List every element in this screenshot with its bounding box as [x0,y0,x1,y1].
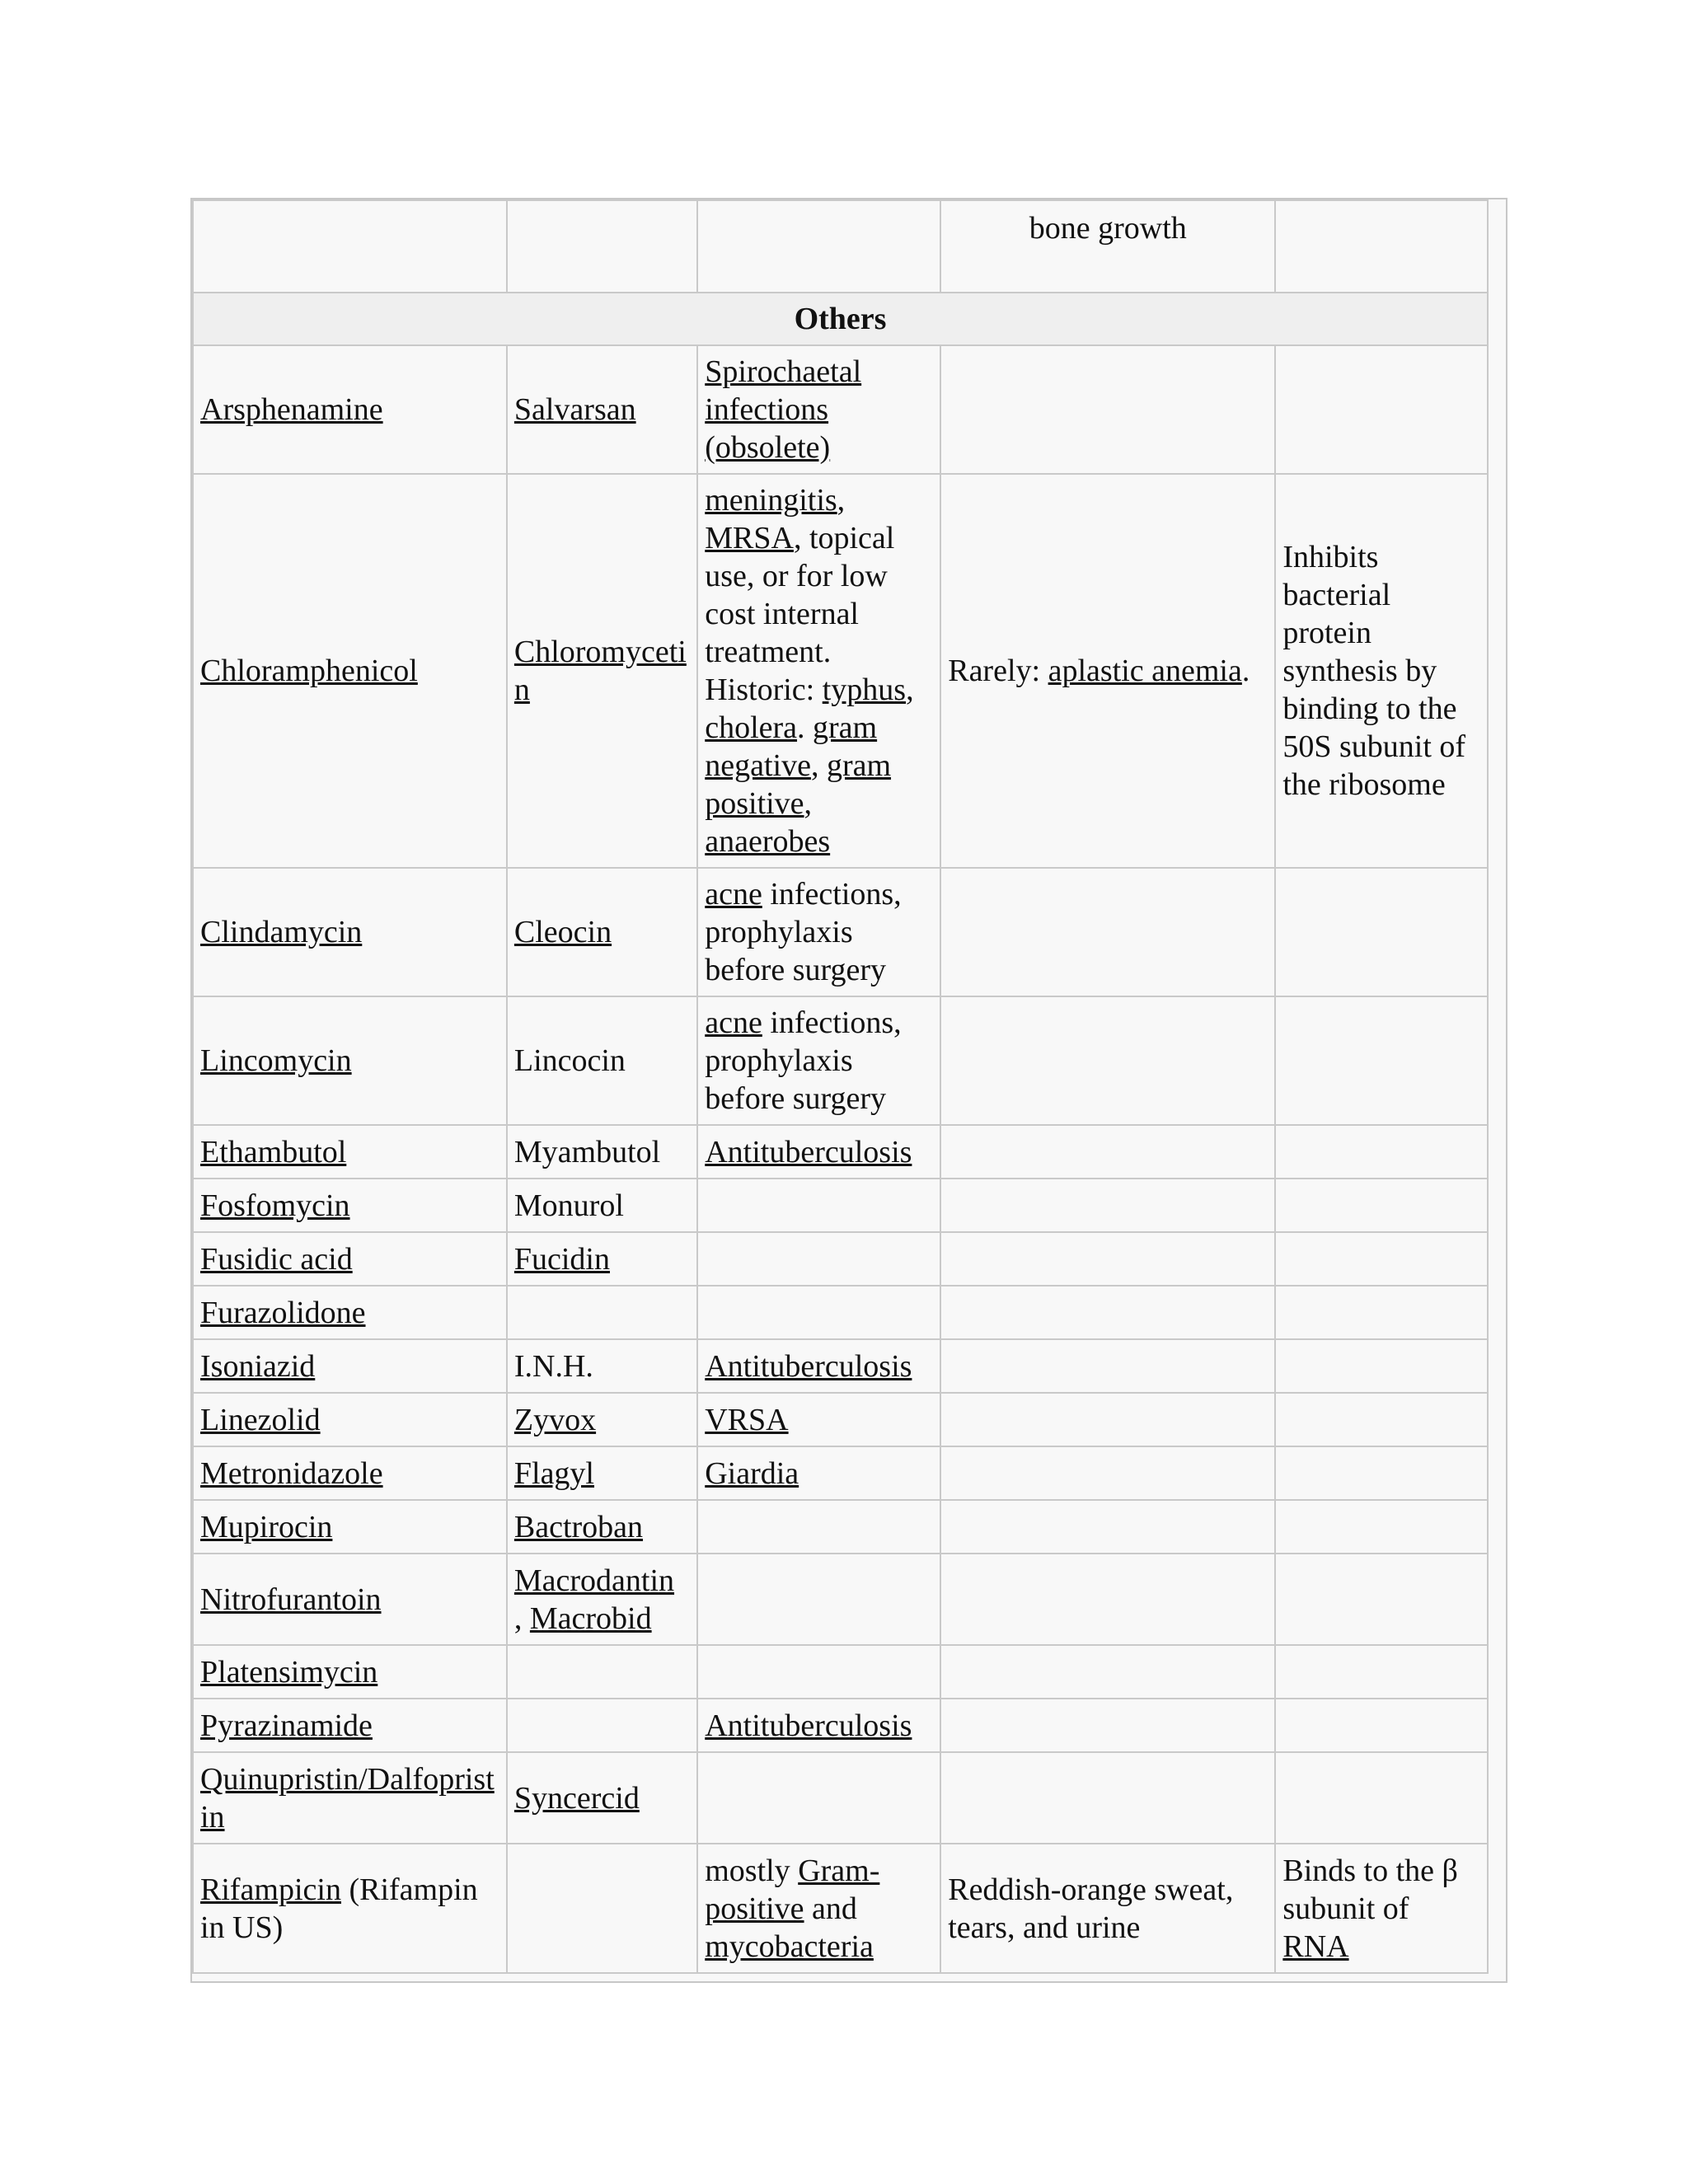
table-row [193,996,1488,1125]
brand-name [507,474,697,868]
brand-name [507,1232,697,1286]
use-link[interactable]: Spirochaetal infections (obsolete) [705,354,862,465]
use-link[interactable]: Antituberculosis [705,1348,912,1384]
brand-name [507,1446,697,1500]
drug-link[interactable]: Quinupristin/Dalfopristin [200,1761,495,1835]
common-uses [697,345,940,474]
drug-link[interactable]: Lincomycin [200,1043,352,1078]
common-uses [697,1339,940,1393]
table-row [193,200,1488,293]
brand-name: Lincocin [507,996,697,1125]
drug-link[interactable]: Platensimycin [200,1654,378,1690]
drug-link[interactable]: Nitrofurantoin [200,1582,382,1617]
drug-link[interactable]: Mupirocin [200,1509,333,1544]
use-link[interactable]: Gram-positive [705,1853,880,1926]
drug-name [193,1339,507,1393]
common-uses [697,1446,940,1500]
side-effect-link[interactable]: aplastic anemia [1048,654,1242,688]
drug-link[interactable]: Clindamycin [200,915,363,949]
brand-link[interactable]: Syncercid [513,1780,640,1816]
drug-name [193,345,507,474]
common-uses [697,1699,940,1752]
brand-name [507,1752,697,1844]
drug-name [193,1645,507,1699]
use-link[interactable]: meningitis [705,483,837,518]
common-uses: acne infections, prophylaxis before surgery [697,996,940,1125]
table-row [193,1554,1488,1645]
drug-name [193,1554,507,1645]
mechanism [1275,996,1488,1125]
use-link[interactable]: Antituberculosis [705,1708,912,1743]
common-uses [697,1125,940,1179]
drug-name [193,1393,507,1446]
brand-link[interactable]: Fucidin [513,1241,610,1277]
drug-link[interactable]: Furazolidone [200,1295,366,1330]
brand-name: I.N.H. [507,1339,697,1393]
side-effects [940,868,1275,996]
drug-name [193,1179,507,1232]
brand-link[interactable]: Zyvox [513,1402,597,1437]
mechanism: Inhibits bacterial protein synthesis by binding to the 50S subunit of the ribosome [1275,474,1488,868]
use-link[interactable]: Giardia [705,1455,799,1491]
use-link[interactable]: Antituberculosis [705,1134,912,1169]
brand-name: Macrodantin , Macrobid [507,1554,697,1645]
brand-name: Myambutol [507,1125,697,1179]
table-row [193,474,1488,868]
common-uses: acne infections, prophylaxis before surgery [697,868,940,996]
brand-name [507,1500,697,1554]
drug-name: Rifampicin (Rifampin in US) [193,1844,507,1973]
drug-link[interactable]: Ethambutol [200,1134,347,1169]
use-link[interactable]: cholera [705,710,798,745]
use-link[interactable]: acne [705,1005,762,1040]
use-link[interactable]: anaerobes [705,824,831,859]
section-title: Others [193,293,1488,345]
drug-name [193,1752,507,1844]
brand-name [507,1393,697,1446]
table-row [193,1286,1488,1339]
side-effects [940,345,1275,474]
side-effects [940,996,1275,1125]
table-row [193,1232,1488,1286]
side-effects: Reddish-orange sweat, tears, and urine [940,1844,1275,1973]
use-link[interactable]: gram negative [705,710,878,783]
table-row [193,1699,1488,1752]
mechanism: Binds to the β subunit of RNA [1275,1844,1488,1973]
drug-link[interactable]: Fosfomycin [200,1188,350,1223]
drug-name [193,1232,507,1286]
table-row [193,1179,1488,1232]
cell-side-effects: bone growth [940,200,1275,293]
table-row [193,1752,1488,1844]
table-row [193,868,1488,996]
drug-name [193,868,507,996]
drug-link[interactable]: Metronidazole [200,1455,383,1491]
brand-link[interactable]: Salvarsan [513,392,636,427]
use-link[interactable]: VRSA [705,1402,789,1437]
mechanism-link[interactable]: RNA [1282,1929,1349,1964]
brand-link[interactable]: Cleocin [513,915,612,949]
common-uses: meningitis, MRSA, topical use, or for low cost internal treatment. Historic: typhus, cholera. gram negative, gram positive, anaerobes [697,474,940,868]
use-link[interactable]: acne [705,877,762,912]
table-row [193,1339,1488,1393]
drug-link[interactable]: Isoniazid [200,1348,316,1384]
table-row [193,1446,1488,1500]
brand-name [507,345,697,474]
side-effects: Rarely: aplastic anemia. [940,474,1275,868]
common-uses [697,1393,940,1446]
table-divider [1487,1391,1489,1444]
drug-name [193,1286,507,1339]
brand-link[interactable]: Macrodantin [513,1563,675,1598]
common-uses: mostly Gram-positive and mycobacteria [697,1844,940,1973]
drug-link[interactable]: Fusidic acid [200,1241,353,1277]
use-link[interactable]: MRSA [705,521,794,555]
use-link[interactable]: mycobacteria [705,1929,874,1964]
mechanism [1275,345,1488,474]
drug-link[interactable]: Rifampicin [200,1872,341,1907]
drug-name [193,996,507,1125]
drug-name [193,1500,507,1554]
brand-link[interactable]: Bactroban [513,1509,644,1544]
drug-name [193,1699,507,1752]
mechanism [1275,868,1488,996]
use-link[interactable]: typhus [822,673,907,707]
table-row [193,1844,1488,1973]
drug-name [193,1446,507,1500]
table-row [193,1500,1488,1554]
brand-link[interactable]: Chloromycetin [513,635,687,707]
drug-link[interactable]: Pyrazinamide [200,1708,373,1743]
drug-link[interactable]: Linezolid [200,1402,321,1437]
antibiotics-table [192,199,1489,1974]
table-row [193,1125,1488,1179]
table-row [193,1393,1488,1446]
brand-name [507,868,697,996]
brand-link[interactable]: Flagyl [513,1455,594,1491]
drug-link[interactable]: Arsphenamine [200,392,383,427]
use-link[interactable]: gram positive [705,748,892,821]
drug-name [193,1125,507,1179]
brand-name: Monurol [507,1179,697,1232]
section-header-row [193,293,1488,345]
table-row [193,345,1488,474]
table-row [193,1645,1488,1699]
drug-link[interactable]: Chloramphenicol [200,654,418,688]
drug-name [193,474,507,868]
brand-link[interactable]: Macrobid [529,1601,652,1636]
